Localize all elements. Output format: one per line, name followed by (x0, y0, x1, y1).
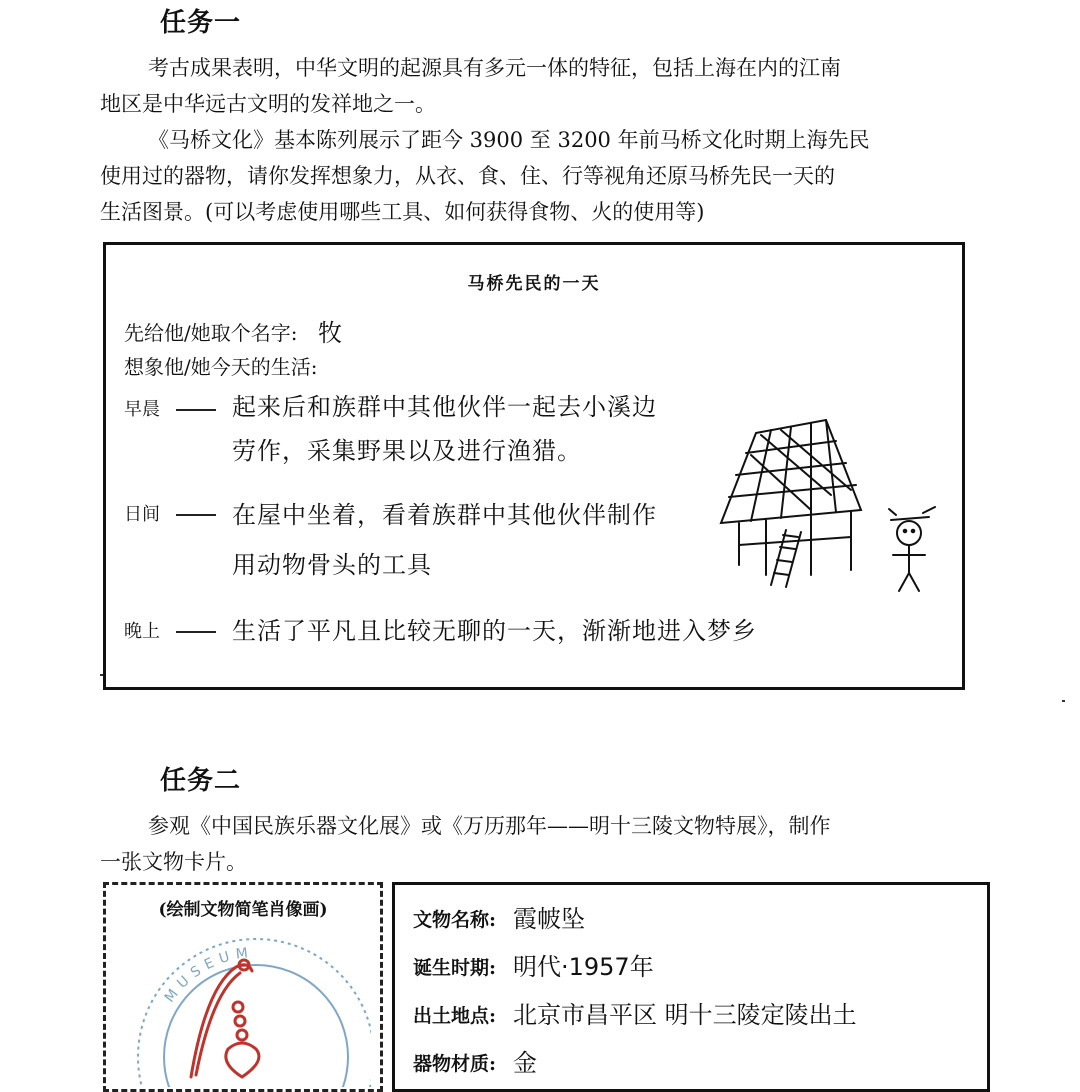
artifact-material-label: 器物材质: (413, 1053, 497, 1075)
svg-text:MUSEUM (162, 945, 255, 1006)
day-line2: 用动物骨头的工具 (232, 551, 432, 579)
name-prompt: 先给他/她取个名字: (124, 321, 298, 345)
portrait-box (103, 882, 383, 1092)
artifact-period-label: 诞生时期: (413, 957, 497, 979)
portrait-label: (绘制文物简笔肖像画) (158, 900, 328, 920)
artifact-period-value: 明代·1957年 (513, 953, 654, 981)
life-prompt: 想象他/她今天的生活: (124, 355, 318, 379)
task1-paragraph2-line3: 生活图景。(可以考虑使用哪些工具、如何获得食物、火的使用等) (100, 200, 705, 224)
day-line1: 在屋中坐着，看着族群中其他伙伴制作 (232, 501, 657, 529)
artifact-name-label: 文物名称: (413, 909, 497, 931)
night-line1: 生活了平凡且比较无聊的一天，渐渐地进入梦乡 (232, 617, 757, 645)
task1-paragraph2-line1: 《马桥文化》基本陈列展示了距今 3900 至 3200 年前马桥文化时期上海先民 (148, 128, 870, 152)
artifact-site-label: 出土地点: (413, 1005, 497, 1027)
task1-title: 任务一 (160, 8, 242, 38)
day-dash (176, 514, 216, 516)
morning-label: 早晨 (124, 399, 160, 420)
artifact-card (392, 882, 990, 1092)
morning-line2: 劳作，采集野果以及进行渔猎。 (232, 437, 582, 465)
night-label: 晚上 (124, 621, 160, 642)
day-label: 日间 (124, 504, 160, 525)
artifact-material-value: 金 (513, 1049, 537, 1077)
scan-dot (1062, 700, 1065, 702)
worksheet-title: 马桥先民的一天 (467, 274, 601, 294)
stilt-house-sketch (711, 415, 951, 595)
artifact-name-value: 霞帔坠 (513, 905, 585, 933)
artifact-site-value: 北京市昌平区 明十三陵定陵出土 (513, 1001, 857, 1029)
night-dash (176, 631, 216, 633)
task2-title: 任务二 (160, 766, 242, 796)
name-value: 牧 (318, 319, 343, 347)
task1-paragraph2-line2: 使用过的器物，请你发挥想象力，从衣、食、住、行等视角还原马桥先民一天的 (100, 164, 835, 188)
task1-paragraph1-line2: 地区是中华远古文明的发祥地之一。 (100, 92, 436, 116)
stamp-text: MUSEUM (161, 944, 255, 1006)
worksheet-box (103, 242, 965, 690)
morning-line1: 起来后和族群中其他伙伴一起去小溪边 (232, 393, 657, 421)
task1-paragraph1-line1: 考古成果表明，中华文明的起源具有多元一体的特征，包括上海在内的江南 (148, 56, 841, 80)
artifact-portrait (116, 927, 371, 1087)
task2-paragraph-line1: 参观《中国民族乐器文化展》或《万历那年——明十三陵文物特展》，制作 (148, 814, 831, 838)
scan-dot (100, 674, 103, 676)
morning-dash (176, 409, 216, 411)
task2-paragraph-line2: 一张文物卡片。 (100, 850, 247, 874)
